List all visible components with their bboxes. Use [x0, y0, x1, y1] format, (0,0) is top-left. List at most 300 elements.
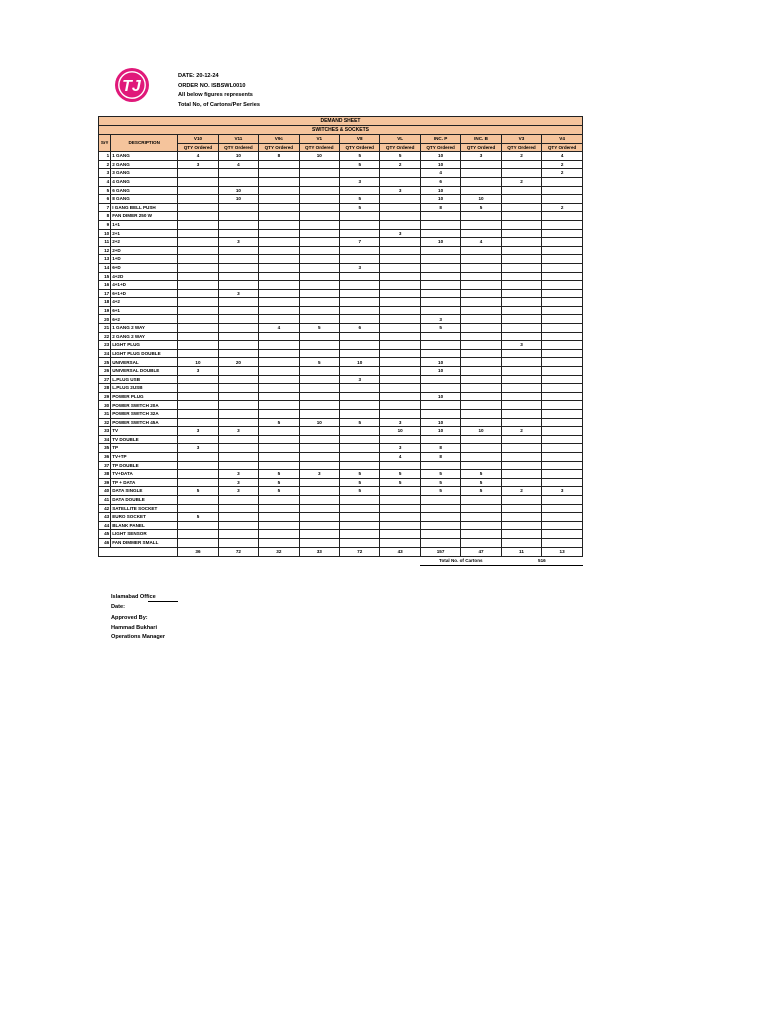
tj-logo-icon — [114, 67, 150, 103]
qty-cell — [178, 229, 218, 238]
row-number: 37 — [99, 461, 111, 470]
qty-cell — [461, 375, 501, 384]
table-row — [99, 289, 583, 298]
qty-cell: 3 — [501, 341, 541, 350]
table-row — [99, 392, 583, 401]
qty-cell — [218, 341, 258, 350]
qty-cell — [178, 495, 218, 504]
row-number: 41 — [99, 495, 111, 504]
qty-cell — [461, 177, 501, 186]
qty-cell — [259, 521, 299, 530]
qty-cell — [259, 298, 299, 307]
qty-cell — [259, 203, 299, 212]
qty-cell — [501, 315, 541, 324]
qty-cell — [259, 246, 299, 255]
row-number: 44 — [99, 521, 111, 530]
table-row — [99, 410, 583, 419]
table-row — [99, 169, 583, 178]
row-description: BLANK PANEL — [111, 521, 178, 530]
row-number: 15 — [99, 272, 111, 281]
qty-cell: 10 — [340, 358, 380, 367]
qty-cell — [218, 410, 258, 419]
qty-cell — [218, 169, 258, 178]
row-description: DATA SINGLE — [111, 487, 178, 496]
qty-cell — [218, 367, 258, 376]
qty-cell — [178, 435, 218, 444]
table-row — [99, 487, 583, 496]
qty-cell — [259, 349, 299, 358]
row-number: 27 — [99, 375, 111, 384]
row-number: 32 — [99, 418, 111, 427]
qty-cell — [259, 220, 299, 229]
table-row — [99, 332, 583, 341]
qty-cell — [299, 195, 339, 204]
qty-cell: 2 — [501, 177, 541, 186]
series-header: V4 — [542, 135, 583, 144]
qty-cell — [501, 246, 541, 255]
demand-table — [98, 116, 583, 566]
qty-cell — [259, 461, 299, 470]
qty-cell — [501, 521, 541, 530]
qty-cell — [461, 461, 501, 470]
qty-cell — [218, 513, 258, 522]
table-row — [99, 324, 583, 333]
row-number: 38 — [99, 470, 111, 479]
qty-cell — [218, 538, 258, 547]
qty-cell: 2 — [542, 160, 583, 169]
qty-cell — [178, 375, 218, 384]
row-description: LIGHT PLUG DOUBLE — [111, 349, 178, 358]
qty-cell: 8 — [420, 452, 460, 461]
qty-cell: 5 — [340, 203, 380, 212]
grand-total-label: Total No. of Cartons — [420, 556, 501, 565]
qty-ordered-header: QTY Ordered — [178, 143, 218, 152]
qty-cell — [178, 186, 218, 195]
qty-cell — [340, 435, 380, 444]
qty-cell — [340, 281, 380, 290]
qty-cell — [178, 521, 218, 530]
qty-cell: 3 — [178, 367, 218, 376]
row-number: 22 — [99, 332, 111, 341]
qty-cell — [218, 435, 258, 444]
qty-cell — [501, 375, 541, 384]
row-description: TP — [111, 444, 178, 453]
table-row — [99, 478, 583, 487]
qty-cell — [461, 332, 501, 341]
qty-cell — [501, 461, 541, 470]
qty-cell — [501, 298, 541, 307]
qty-cell — [340, 306, 380, 315]
row-description: DATA DOUBLE — [111, 495, 178, 504]
row-description: 2+2 — [111, 238, 178, 247]
qty-cell — [542, 375, 583, 384]
qty-cell — [420, 384, 460, 393]
qty-cell — [501, 238, 541, 247]
qty-cell — [218, 212, 258, 221]
qty-cell — [340, 444, 380, 453]
series-header: VL — [380, 135, 420, 144]
qty-cell — [340, 212, 380, 221]
qty-cell — [542, 315, 583, 324]
table-row — [99, 255, 583, 264]
qty-cell — [218, 504, 258, 513]
qty-cell: 5 — [420, 324, 460, 333]
qty-cell — [501, 504, 541, 513]
table-row — [99, 315, 583, 324]
qty-cell: 10 — [461, 427, 501, 436]
description-header: DESCRIPTION — [111, 135, 178, 152]
qty-cell — [380, 255, 420, 264]
qty-cell — [380, 324, 420, 333]
qty-cell: 5 — [299, 358, 339, 367]
row-number: 46 — [99, 538, 111, 547]
qty-cell: 2 — [542, 169, 583, 178]
row-description: 6+1+D — [111, 289, 178, 298]
grand-total-value: 516 — [501, 556, 582, 565]
qty-cell — [380, 461, 420, 470]
qty-cell — [259, 392, 299, 401]
row-number: 24 — [99, 349, 111, 358]
qty-cell — [299, 177, 339, 186]
table-row — [99, 452, 583, 461]
qty-cell — [501, 513, 541, 522]
qty-cell — [299, 538, 339, 547]
table-row — [99, 203, 583, 212]
qty-cell: 3 — [218, 478, 258, 487]
qty-cell — [542, 332, 583, 341]
qty-cell — [340, 349, 380, 358]
qty-cell: 4 — [461, 238, 501, 247]
qty-cell — [461, 401, 501, 410]
row-number: 40 — [99, 487, 111, 496]
qty-cell: 4 — [178, 152, 218, 161]
qty-cell — [420, 349, 460, 358]
qty-cell — [420, 341, 460, 350]
qty-cell — [380, 435, 420, 444]
qty-cell — [501, 306, 541, 315]
qty-cell — [461, 281, 501, 290]
qty-cell — [340, 530, 380, 539]
qty-cell: 3 — [380, 418, 420, 427]
qty-cell — [461, 521, 501, 530]
qty-cell — [542, 281, 583, 290]
qty-cell: 5 — [380, 152, 420, 161]
qty-cell: 5 — [380, 470, 420, 479]
qty-cell: 10 — [178, 358, 218, 367]
qty-cell — [380, 315, 420, 324]
qty-cell — [178, 289, 218, 298]
qty-cell — [259, 255, 299, 264]
qty-cell — [259, 375, 299, 384]
qty-cell — [218, 315, 258, 324]
qty-cell — [501, 435, 541, 444]
qty-cell: 10 — [299, 152, 339, 161]
qty-cell — [542, 349, 583, 358]
qty-cell — [461, 298, 501, 307]
qty-cell — [501, 332, 541, 341]
qty-cell: 5 — [340, 478, 380, 487]
qty-cell — [218, 332, 258, 341]
qty-cell — [340, 461, 380, 470]
row-description: POWER PLUG — [111, 392, 178, 401]
table-row — [99, 349, 583, 358]
qty-cell — [178, 538, 218, 547]
qty-cell — [340, 495, 380, 504]
qty-cell — [380, 367, 420, 376]
qty-cell: 10 — [380, 427, 420, 436]
qty-cell — [178, 452, 218, 461]
qty-cell — [501, 358, 541, 367]
series-header: V9c — [259, 135, 299, 144]
qty-cell: 10 — [420, 186, 460, 195]
qty-cell — [218, 461, 258, 470]
qty-cell — [461, 229, 501, 238]
qty-cell — [340, 246, 380, 255]
qty-cell: 5 — [340, 195, 380, 204]
table-row — [99, 401, 583, 410]
table-row — [99, 538, 583, 547]
table-row — [99, 358, 583, 367]
qty-cell — [542, 427, 583, 436]
qty-cell: 7 — [340, 238, 380, 247]
table-row — [99, 281, 583, 290]
qty-cell — [340, 513, 380, 522]
qty-cell: 3 — [178, 160, 218, 169]
table-row — [99, 530, 583, 539]
qty-cell — [461, 452, 501, 461]
qty-cell — [380, 384, 420, 393]
qty-cell — [461, 212, 501, 221]
office-label: Islamabad Office — [111, 594, 156, 600]
qty-cell — [542, 358, 583, 367]
qty-cell — [461, 513, 501, 522]
row-number: 9 — [99, 220, 111, 229]
row-description: TV DOUBLE — [111, 435, 178, 444]
qty-cell — [420, 521, 460, 530]
qty-cell: 5 — [420, 478, 460, 487]
qty-cell — [178, 212, 218, 221]
row-description: TV+DATA — [111, 470, 178, 479]
row-number: 30 — [99, 401, 111, 410]
qty-cell — [178, 238, 218, 247]
qty-cell — [380, 203, 420, 212]
qty-cell — [461, 358, 501, 367]
qty-cell — [542, 530, 583, 539]
row-description: FAN DIMER 250 W — [111, 212, 178, 221]
qty-cell — [259, 495, 299, 504]
qty-cell — [259, 289, 299, 298]
qty-cell: 3 — [380, 444, 420, 453]
table-row — [99, 306, 583, 315]
qty-cell — [542, 186, 583, 195]
qty-cell — [299, 410, 339, 419]
qty-cell: 3 — [218, 470, 258, 479]
qty-cell — [259, 341, 299, 350]
qty-cell — [380, 195, 420, 204]
qty-cell — [380, 263, 420, 272]
qty-cell — [299, 255, 339, 264]
qty-cell — [340, 392, 380, 401]
row-number: 1 — [99, 152, 111, 161]
qty-cell: 5 — [420, 470, 460, 479]
qty-cell — [380, 281, 420, 290]
row-number: 25 — [99, 358, 111, 367]
qty-cell: 10 — [420, 160, 460, 169]
qty-cell: 4 — [542, 152, 583, 161]
qty-cell — [340, 289, 380, 298]
qty-cell — [420, 530, 460, 539]
qty-cell — [461, 504, 501, 513]
qty-cell: 3 — [380, 229, 420, 238]
qty-cell — [420, 375, 460, 384]
row-description: TP DOUBLE — [111, 461, 178, 470]
row-description: 4+2D — [111, 272, 178, 281]
qty-cell: 3 — [380, 186, 420, 195]
qty-cell — [380, 238, 420, 247]
qty-cell: 10 — [218, 186, 258, 195]
qty-cell: 3 — [420, 315, 460, 324]
qty-cell — [501, 538, 541, 547]
qty-cell — [178, 341, 218, 350]
note-line-2: Total No, of Cartons/Per Series — [178, 101, 260, 108]
qty-cell — [542, 470, 583, 479]
table-row — [99, 521, 583, 530]
grand-total-spacer — [99, 556, 421, 565]
table-row — [99, 495, 583, 504]
qty-cell — [461, 418, 501, 427]
qty-cell — [501, 186, 541, 195]
row-number: 10 — [99, 229, 111, 238]
qty-cell — [461, 315, 501, 324]
qty-cell: 5 — [340, 487, 380, 496]
qty-cell — [542, 495, 583, 504]
qty-cell — [299, 435, 339, 444]
qty-cell — [461, 186, 501, 195]
qty-cell: 4 — [259, 324, 299, 333]
qty-cell — [501, 401, 541, 410]
qty-cell — [542, 435, 583, 444]
qty-cell — [340, 255, 380, 264]
series-total: 36 — [178, 547, 218, 556]
qty-cell — [218, 392, 258, 401]
qty-cell — [178, 504, 218, 513]
qty-cell — [542, 341, 583, 350]
row-number: 26 — [99, 367, 111, 376]
qty-cell — [259, 169, 299, 178]
qty-cell — [340, 401, 380, 410]
qty-cell — [178, 410, 218, 419]
qty-cell — [178, 220, 218, 229]
row-description: UNIVERSAL — [111, 358, 178, 367]
qty-cell — [299, 401, 339, 410]
row-description: 2+1 — [111, 229, 178, 238]
qty-cell — [178, 384, 218, 393]
qty-cell — [299, 444, 339, 453]
qty-cell — [542, 229, 583, 238]
qty-cell — [178, 255, 218, 264]
qty-cell — [259, 538, 299, 547]
qty-cell — [259, 229, 299, 238]
qty-cell: 2 — [501, 487, 541, 496]
approver-name: Hammad Bukhari — [111, 624, 158, 631]
qty-cell — [178, 177, 218, 186]
qty-cell: 8 — [259, 152, 299, 161]
qty-cell — [299, 229, 339, 238]
qty-cell: 20 — [218, 358, 258, 367]
qty-cell — [420, 401, 460, 410]
table-row — [99, 263, 583, 272]
qty-ordered-header: QTY Ordered — [299, 143, 339, 152]
qty-cell — [218, 349, 258, 358]
note-line-1: All below figures represents — [178, 92, 253, 98]
qty-cell — [299, 203, 339, 212]
qty-cell — [542, 306, 583, 315]
row-description: TP + DATA — [111, 478, 178, 487]
qty-cell — [380, 341, 420, 350]
qty-cell — [340, 220, 380, 229]
series-total: 157 — [420, 547, 460, 556]
qty-cell: 8 — [420, 444, 460, 453]
row-description: I GANG BELL PUSH — [111, 203, 178, 212]
qty-cell: 5 — [461, 478, 501, 487]
qty-cell — [461, 255, 501, 264]
qty-cell — [340, 315, 380, 324]
qty-cell — [420, 212, 460, 221]
qty-cell — [218, 203, 258, 212]
qty-cell — [299, 513, 339, 522]
table-row — [99, 367, 583, 376]
qty-cell — [299, 160, 339, 169]
qty-cell — [340, 367, 380, 376]
qty-cell: 3 — [340, 177, 380, 186]
row-number: 2 — [99, 160, 111, 169]
row-number: 6 — [99, 195, 111, 204]
qty-cell: 5 — [259, 487, 299, 496]
qty-cell — [461, 289, 501, 298]
qty-cell — [178, 478, 218, 487]
qty-cell — [340, 538, 380, 547]
qty-cell — [380, 289, 420, 298]
row-description: L.PLUG 2USB — [111, 384, 178, 393]
row-description: POWER SWITCH 32A — [111, 410, 178, 419]
qty-cell: 10 — [420, 427, 460, 436]
qty-cell — [218, 384, 258, 393]
qty-cell — [542, 220, 583, 229]
row-description: POWER SWITCH 45A — [111, 418, 178, 427]
qty-cell — [501, 495, 541, 504]
totals-blank — [99, 547, 178, 556]
qty-cell — [299, 272, 339, 281]
qty-cell — [461, 263, 501, 272]
qty-cell — [542, 410, 583, 419]
qty-cell — [178, 263, 218, 272]
qty-cell — [259, 435, 299, 444]
table-row — [99, 461, 583, 470]
table-row — [99, 220, 583, 229]
qty-cell — [420, 298, 460, 307]
qty-cell: 10 — [299, 418, 339, 427]
qty-cell — [380, 212, 420, 221]
qty-cell — [461, 272, 501, 281]
qty-cell — [259, 177, 299, 186]
table-row — [99, 195, 583, 204]
qty-cell — [259, 367, 299, 376]
qty-cell — [380, 392, 420, 401]
row-description: 2 GANG — [111, 160, 178, 169]
qty-cell — [461, 341, 501, 350]
row-number: 17 — [99, 289, 111, 298]
qty-cell — [299, 315, 339, 324]
